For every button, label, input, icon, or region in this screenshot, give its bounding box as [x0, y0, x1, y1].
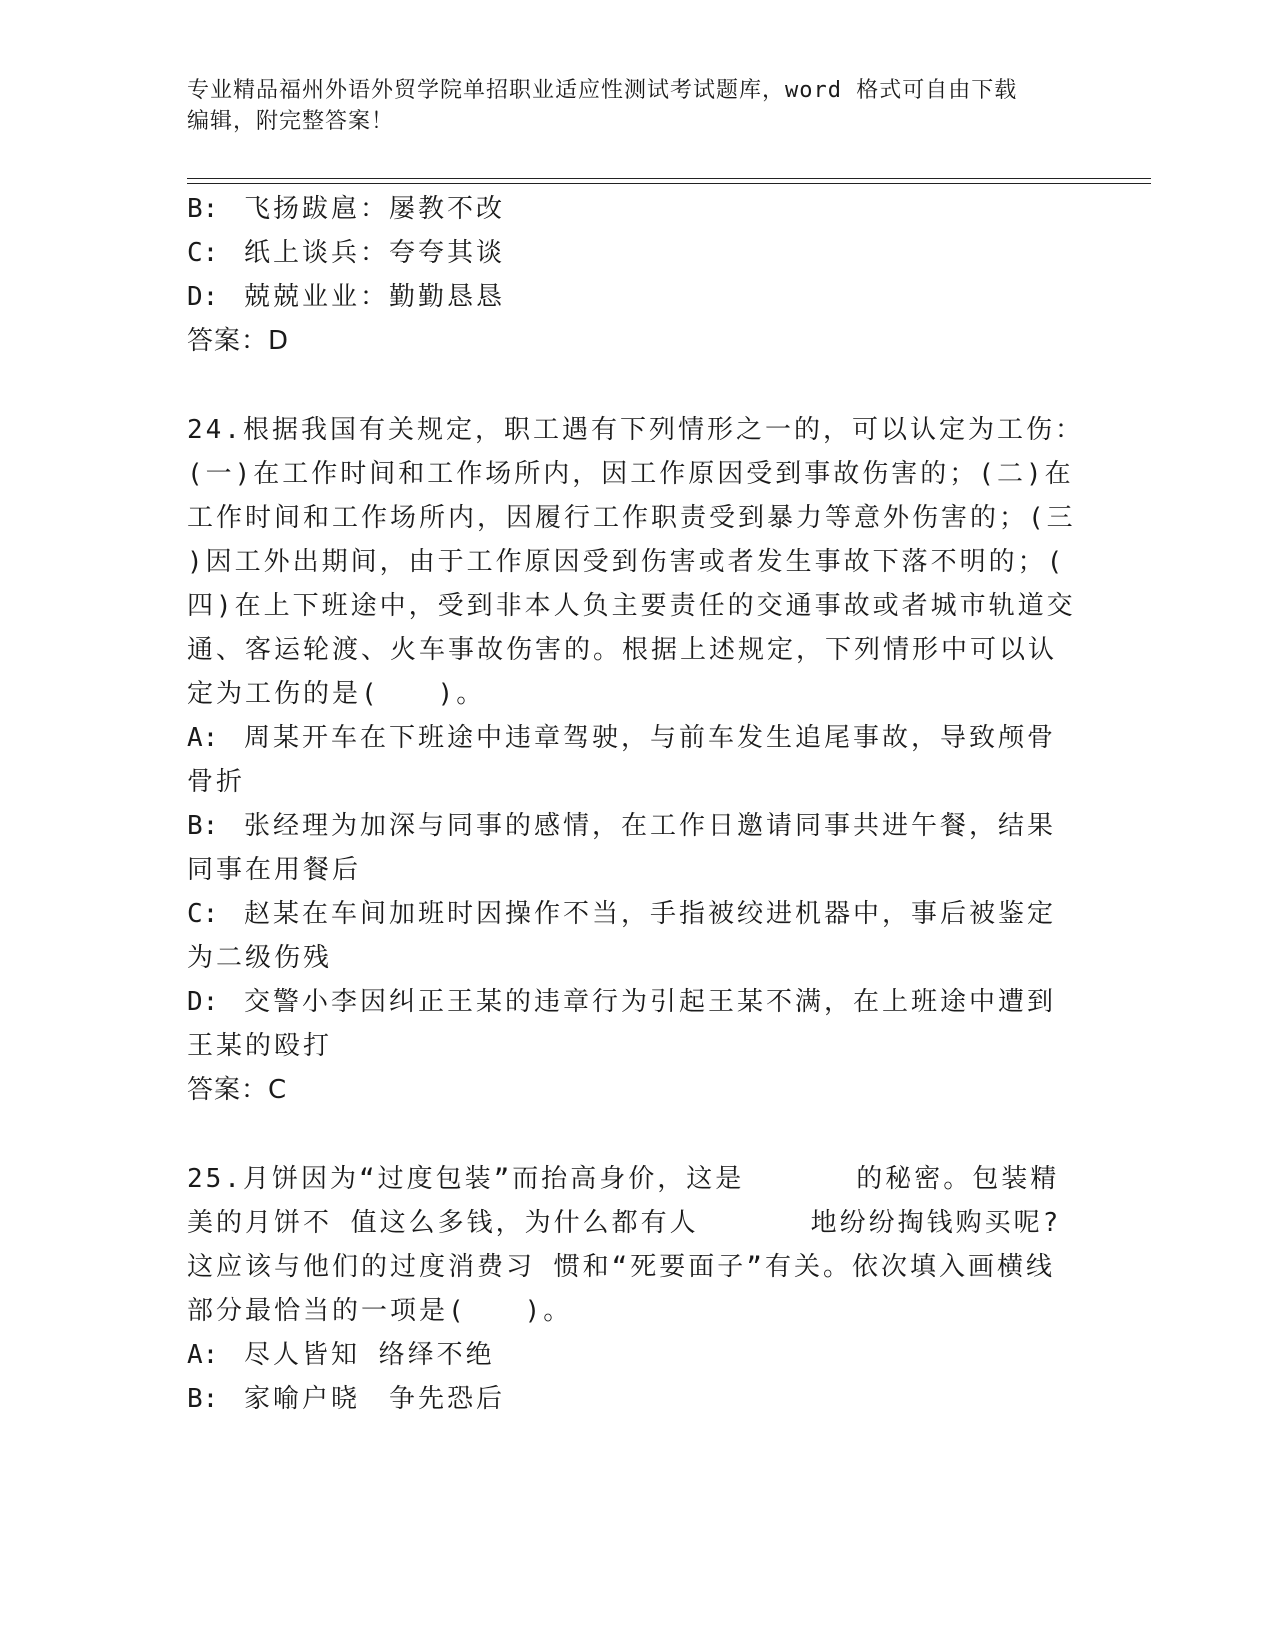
q24-option-a-cont: 骨折: [187, 767, 246, 797]
q23-option-d: [187, 280, 505, 314]
option-text: 赵某在车间加班时因操作不当，手指被绞进机器中，事后被鉴定: [244, 899, 1057, 929]
option-label: A:: [187, 723, 219, 753]
q25-stem-part: 25.月饼因为“过度包装”而抬高身价，这是: [187, 1164, 745, 1194]
option-label: B:: [187, 1384, 219, 1414]
q24-stem-line: (一)在工作时间和工作场所内，因工作原因受到事故伤害的；(二)在: [187, 459, 1074, 489]
option-text: 张经理为加深与同事的感情，在工作日邀请同事共进午餐，结果: [244, 811, 1057, 841]
q25-stem-line-4: 部分最恰当的一项是( )。: [187, 1296, 573, 1326]
q24-option-b-cont: 同事在用餐后: [187, 855, 362, 885]
q25-option-b: [187, 1382, 505, 1416]
q25-stem-line-1: [187, 1162, 1059, 1196]
header-line-1: 专业精品福州外语外贸学院单招职业适应性测试考试题库，word 格式可自由下载: [187, 78, 1018, 103]
q24-stem-line: 24.根据我国有关规定，职工遇有下列情形之一的，可以认定为工伤：: [187, 415, 1084, 445]
q24-option-c: [187, 897, 1056, 931]
option-label: C:: [187, 899, 219, 929]
header-line-2: 编辑，附完整答案！: [187, 109, 395, 134]
option-label: D:: [187, 282, 219, 312]
q24-stem-line: 四)在上下班途中，受到非本人负主要责任的交通事故或者城市轨道交: [187, 591, 1076, 621]
q24-stem-line: 定为工伤的是( )。: [187, 679, 486, 709]
q24-stem-line: )因工外出期间，由于工作原因受到伤害或者发生事故下落不明的；(: [187, 547, 1066, 577]
q25-stem-line-2: [187, 1206, 1061, 1240]
q25-stem-line-3: 这应该与他们的过度消费习 惯和“死要面子”有关。依次填入画横线: [187, 1252, 1055, 1282]
option-text: 尽人皆知 络绎不绝: [244, 1340, 495, 1370]
option-label: C:: [187, 238, 219, 268]
q24-option-d-cont: 王某的殴打: [187, 1031, 333, 1061]
q24-option-b: [187, 809, 1056, 843]
header-divider-top: [187, 178, 1151, 179]
q23-option-c: [187, 236, 505, 270]
option-text: 兢兢业业：勤勤恳恳: [244, 282, 506, 312]
option-text: 家喻户晓 争先恐后: [244, 1384, 506, 1414]
page-header: [187, 75, 1067, 137]
q24-stem-line: 工作时间和工作场所内，因履行工作职责受到暴力等意外伤害的；(三: [187, 503, 1076, 533]
option-text: 纸上谈兵：夸夸其谈: [244, 238, 506, 268]
option-label: A:: [187, 1340, 219, 1370]
q24-stem-line: 通、客运轮渡、火车事故伤害的。根据上述规定，下列情形中可以认: [187, 635, 1058, 665]
header-divider-bottom: [187, 183, 1151, 184]
q25-stem-part: 美的月饼不 值这么多钱，为什么都有人: [187, 1208, 699, 1238]
q24-option-a: [187, 721, 1056, 755]
q23-answer: 答案：D: [187, 326, 290, 356]
option-label: B:: [187, 194, 219, 224]
option-text: 飞扬跋扈：屡教不改: [244, 194, 506, 224]
option-label: B:: [187, 811, 219, 841]
option-text: 周某开车在下班途中违章驾驶，与前车发生追尾事故，导致颅骨: [244, 723, 1057, 753]
q25-stem-part: 地纷纷掏钱购买呢?: [810, 1208, 1062, 1238]
q23-option-b: [187, 192, 505, 226]
q25-option-a: [187, 1338, 495, 1372]
q24-option-d: [187, 985, 1056, 1019]
option-text: 交警小李因纠正王某的违章行为引起王某不满，在上班途中遭到: [244, 987, 1057, 1017]
q24-option-c-cont: 为二级伤残: [187, 943, 333, 973]
q24-answer: 答案：C: [187, 1075, 288, 1105]
q25-stem-part: 的秘密。包装精: [856, 1164, 1060, 1194]
option-label: D:: [187, 987, 219, 1017]
